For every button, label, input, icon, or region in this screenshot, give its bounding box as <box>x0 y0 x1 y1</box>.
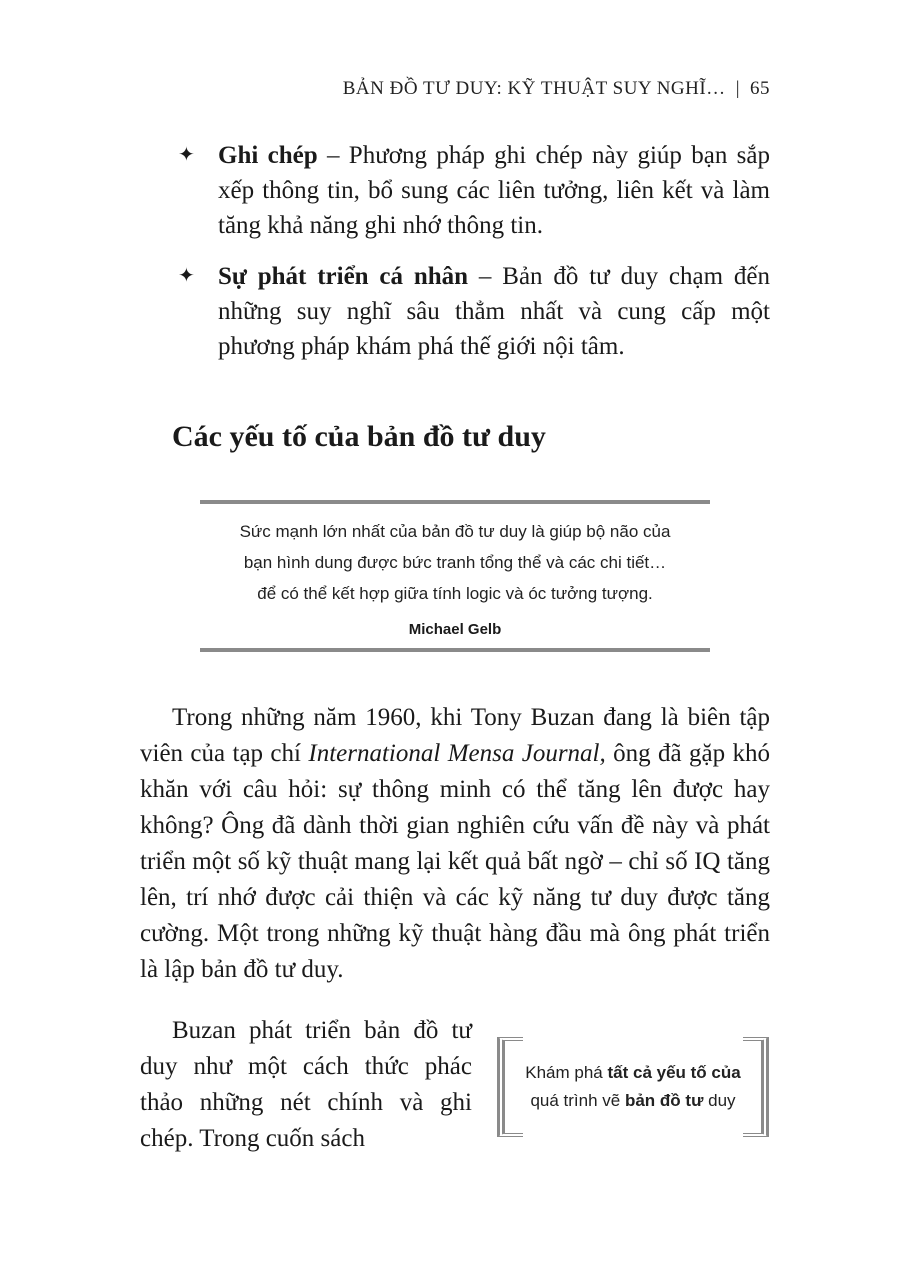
callout-emphasis: bản đồ tư <box>624 1091 704 1110</box>
paragraph-text: Trong những năm 1960, khi Tony Buzan đang là biên tập viên của tạp chí <box>140 704 770 767</box>
quote-box <box>200 500 710 652</box>
paragraph-text: ông đã gặp khó khăn với câu hỏi: sự thông minh có thể tăng lên được hay không? Ông đã dành thời gian nghiên cứu vấn đề này và phát triển một số kỹ thuật mang lại kết quả bất ngờ – chỉ số IQ tăng lên, trí nhớ được cải thiện và các kỹ năng tư duy được tăng cường. Một trong những kỹ thuật hàng đầu mà ông phát triển là lập bản đồ tư duy. <box>140 740 771 983</box>
bullet-text: – Bản đồ tư duy chạm đến những suy nghĩ sâu thẳm nhất và cung cấp một phương pháp khám phá thế giới nội tâm. <box>218 263 770 360</box>
bullet-text: – Phương pháp ghi chép này giúp bạn sắp xếp thông tin, bổ sung các liên tưởng, liên kết và làm tăng khả năng ghi nhớ thông tin. <box>218 142 771 239</box>
body-paragraph <box>140 700 770 988</box>
section-title: Các yếu tố của bản đồ tư duy <box>172 420 546 453</box>
callout-text-part: Khám phá <box>525 1063 608 1082</box>
journal-title: International Mensa Journal, <box>308 740 606 767</box>
callout-text <box>507 1059 759 1115</box>
bullet-item <box>178 259 770 364</box>
star-bullet-icon: ✦ <box>178 265 195 287</box>
callout-emphasis: tất cả yếu tố của <box>607 1063 741 1082</box>
quote-line: bạn hình dung được bức tranh tổng thể và các chi tiết… <box>243 553 667 572</box>
header-separator: | <box>735 78 740 99</box>
callout-text-part: quá trình vẽ <box>530 1091 625 1110</box>
bullet-term: Sự phát triển cá nhân <box>218 263 469 290</box>
quote-line: Sức mạnh lớn nhất của bản đồ tư duy là giúp bộ não của <box>239 522 671 541</box>
running-header <box>343 78 770 100</box>
callout-text-part: duy <box>703 1091 736 1110</box>
quote-author: Michael Gelb <box>408 621 502 638</box>
bullet-item <box>178 138 770 243</box>
running-title: BẢN ĐỒ TƯ DUY: KỸ THUẬT SUY NGHĨ… <box>342 78 726 99</box>
callout-box <box>497 1037 769 1137</box>
bullet-term: Ghi chép <box>218 142 318 169</box>
page-number: 65 <box>750 78 770 99</box>
body-paragraph-2: Buzan phát triển bản đồ tư duy như một cách thức phác thảo những nét chính và ghi chép. Trong cuốn sách <box>140 1017 472 1152</box>
bullet-list <box>178 138 770 380</box>
quote-line: để có thể kết hợp giữa tính logic và óc tưởng tượng. <box>257 584 653 603</box>
star-bullet-icon: ✦ <box>178 144 195 166</box>
